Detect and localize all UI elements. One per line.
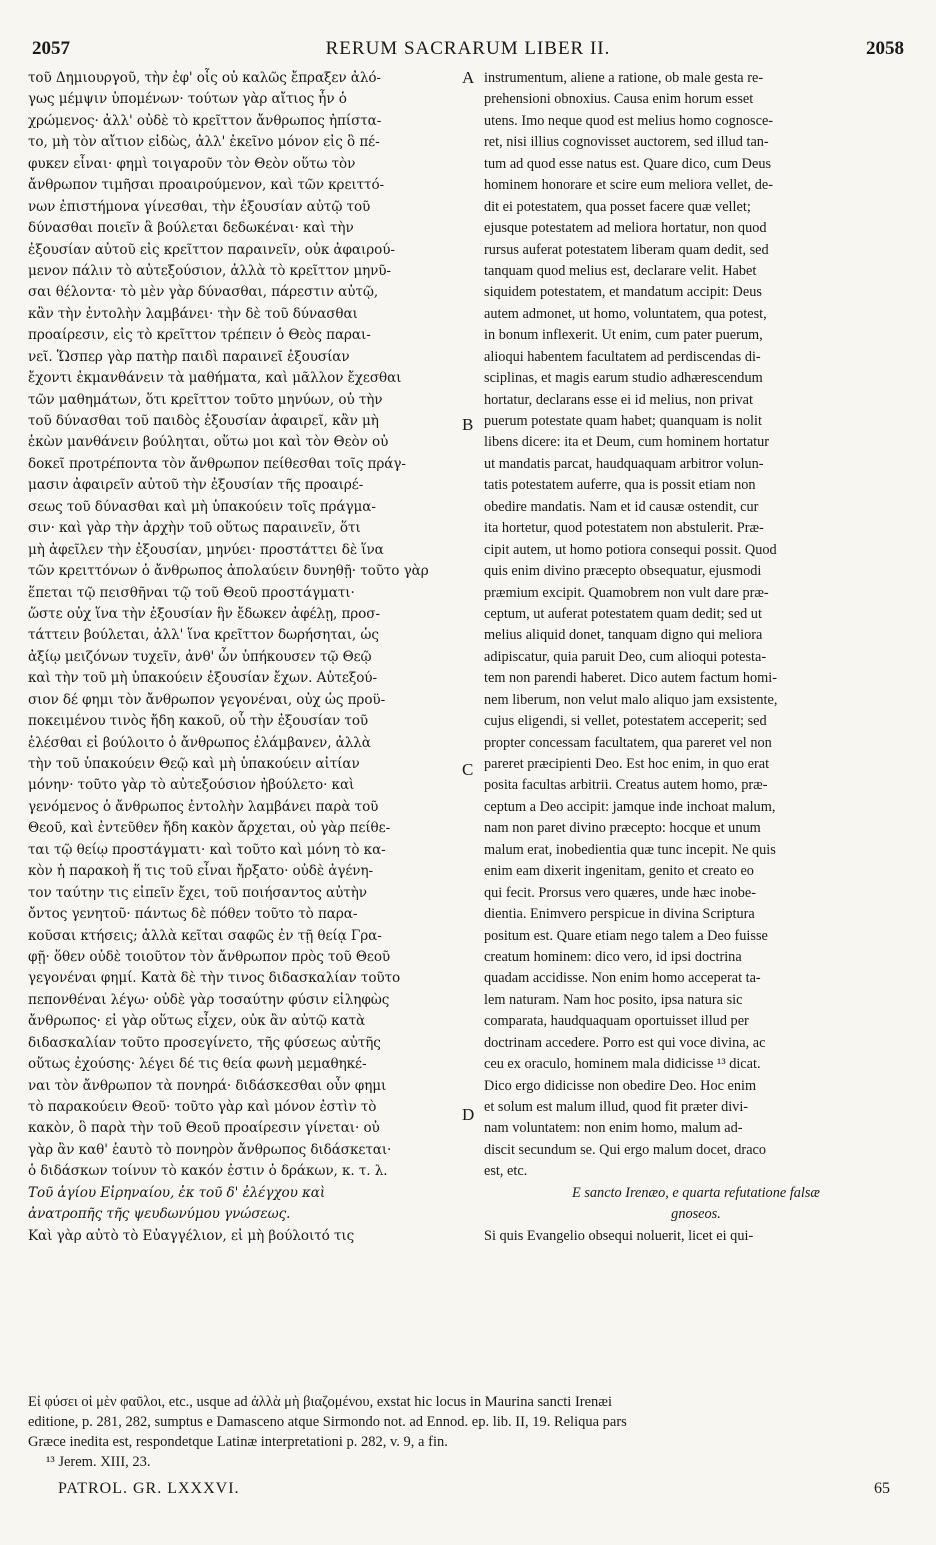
section-heading-line: E sancto Irenæo, e quarta refutatione falsæ bbox=[572, 1184, 820, 1201]
text-line: προαίρεσιν, εἰς τὸ κρεῖττον τρέπειν ὁ Θεὸς παραι- bbox=[28, 327, 371, 344]
column-number-right: 2058 bbox=[866, 38, 904, 59]
text-line: puerum potestate quam habet; quanquam is nolit bbox=[484, 413, 762, 429]
section-marker-c: C bbox=[462, 760, 474, 779]
text-line: ἀξίῳ μειζόνων τυχεῖν, ἀνθ' ὧν ὑπήκουσεν τῷ Θεῷ bbox=[28, 648, 372, 665]
text-line: ναι τὸν ἄνθρωπον τὰ πονηρά· διδάσκεσθαι οὖν φημι bbox=[28, 1077, 387, 1094]
text-line: ται τῷ θείῳ προστάγματι· καὶ τοῦτο καὶ μόνη τὸ κα- bbox=[28, 841, 386, 858]
text-line: pareret præcipienti Deo. Est hoc enim, in quo erat bbox=[484, 756, 770, 772]
text-line: autem admonet, ut homo, voluntatem, qua potest, bbox=[484, 305, 767, 322]
signature-mark: PATROL. GR. LXXXVI. bbox=[58, 1480, 240, 1497]
text-line: adipiscatur, quia paruit Deo, cum alioqui potesta- bbox=[484, 648, 767, 665]
greek-column bbox=[28, 68, 460, 1247]
latin-column bbox=[484, 68, 908, 1247]
text-line: qui fecit. Prorsus vero quæres, unde hæc inobe- bbox=[484, 884, 756, 901]
text-line: τοῦ δύνασθαι τοῦ παιδὸς ἐξουσίαν ἀφαιρεῖ, κἂν μὴ bbox=[28, 413, 379, 429]
text-line: alioqui habentem facultatem ad perdiscendas di- bbox=[484, 348, 761, 365]
text-line: τὴν τοῦ ὑπακούειν Θεῷ καὶ μὴ ὑπακούειν αἰτίαν bbox=[28, 756, 360, 772]
text-line: δοκεῖ προτρέποντα τὸν ἄνθρωπον πείθεσθαι τοῖς πράγ- bbox=[28, 455, 406, 472]
text-line: propter concessam facultatem, qua pareret vel non bbox=[484, 734, 772, 751]
text-line: γενόμενος ὁ ἄνθρωπος ἐντολὴν λαμβάνει παρὰ τοῦ bbox=[28, 798, 379, 815]
text-line: Καὶ γὰρ αὐτὸ τὸ Εὐαγγέλιον, εἰ μὴ βούλοιτό τις bbox=[28, 1227, 355, 1244]
text-line: σεως τοῦ δύνασθαι καὶ μὴ ὑπακούειν τοῖς πράγμα- bbox=[28, 498, 376, 515]
text-line: ἐξουσίαν αὐτοῦ εἰς κρεῖττον παραινεῖν, οὐκ ἀφαιρού- bbox=[28, 241, 395, 258]
footnote-line: Græce inedita est, respondetque Latinæ interpretationi p. 282, v. 9, a fin. bbox=[28, 1434, 448, 1450]
text-line: melius aliquid donet, tanquam digno qui meliora bbox=[484, 627, 763, 644]
text-line: ita hortetur, quod potestatem non abstulerit. Præ- bbox=[484, 520, 764, 537]
text-line: cujus eligendi, si vellet, potestatem acceperit; sed bbox=[484, 713, 767, 730]
footnote-line: Εἰ φύσει οἱ μὲν φαῦλοι, etc., usque ad ἀλλὰ μὴ βιαζομένου, exstat hic locus in Maurina sancti Irenæi bbox=[28, 1394, 613, 1410]
text-line: ὄντος γενητοῦ· πάντως δὲ πόθεν τοῦτο τὸ παρα- bbox=[28, 906, 358, 923]
text-line: σαι θέλοντα· τὸ μὲν γὰρ δύνασθαι, πάρεστιν αὐτῷ, bbox=[28, 284, 379, 301]
text-line: ποκειμένου τινὸς ἤδη κακοῦ, οὗ τὴν ἐξουσίαν τοῦ bbox=[28, 713, 369, 730]
text-line: obedire mandatis. Nam et id causæ ostendit, cur bbox=[484, 498, 759, 515]
text-line: ret, nisi illius cognovisset auctorem, sed illud tan- bbox=[484, 134, 769, 151]
text-line: hominem honorare et scire eum meliora vellet, de- bbox=[484, 177, 774, 194]
text-line: γεγονέναι φημί. Κατὰ δὲ τὴν τινος διδασκαλίαν τοῦτο bbox=[28, 970, 401, 987]
text-line: utens. Imo neque quod est melius homo cognosce- bbox=[484, 112, 774, 129]
text-line: σιον δέ φημι τὸν ἄνθρωπον γεγονέναι, οὐχ ὡς προϋ- bbox=[28, 691, 386, 708]
text-line: τάττειν βούλεται, ἀλλ' ἵνα κρεῖττον δωρήσηται, ὡς bbox=[28, 627, 379, 644]
column-number-left: 2057 bbox=[32, 38, 70, 59]
text-line: διδασκαλίαν τοῦτο προσεγίνετο, τῆς φύσεως αὐτῆς bbox=[28, 1034, 381, 1051]
text-line: ὥστε οὐχ ἵνα τὴν ἐξουσίαν ἣν ἔδωκεν ἀφέλῃ, προσ- bbox=[28, 605, 380, 622]
text-line: nam voluntatem: non enim homo, malum ad- bbox=[484, 1120, 743, 1137]
text-line: tum ad quod esse natus est. Quare dico, cum Deus bbox=[484, 155, 772, 172]
text-line: σιν· καὶ γὰρ τὴν ἀρχὴν τοῦ οὕτως παραινεῖν, ὅτι bbox=[28, 520, 361, 537]
text-line: γως μέμψιν ὑπομένων· τούτων γὰρ αἴτιος ἦν ὁ bbox=[28, 91, 347, 108]
text-line: φῇ· ὅθεν οὐδὲ τοιοῦτον τὸν ἄνθρωπον πρὸς τοῦ Θεοῦ bbox=[28, 948, 391, 965]
text-line: νεῖ. Ὥσπερ γὰρ πατὴρ παιδὶ παραινεῖ ἐξουσίαν bbox=[28, 348, 350, 365]
text-line: instrumentum, aliene a ratione, ob male gesta re- bbox=[484, 70, 764, 86]
section-heading-line: Τοῦ ἁγίου Εἰρηναίου, ἐκ τοῦ δ' ἐλέγχου καὶ bbox=[28, 1184, 326, 1201]
text-line: malum erat, inobedientia quæ tunc incepit. Ne quis bbox=[484, 841, 776, 858]
text-line: κοῦσαι κτήσεις; ἀλλὰ κεῖται σαφῶς ἐν τῇ θείᾳ Γρα- bbox=[28, 927, 382, 944]
text-line: ἑκὼν μανθάνειν βούληται, οὕτω μοι καὶ τὸν Θεὸν οὐ bbox=[28, 434, 389, 451]
text-line: rursus auferat potestatem liberam quam dedit, sed bbox=[484, 241, 769, 258]
text-line: κὸν ἡ παρακοὴ ἥ τις τοῦ εἶναι ἤρξατο· οὐδὲ ἀγένη- bbox=[28, 863, 374, 880]
text-line: cipit autem, ut homo potiora consequi possit. Quod bbox=[484, 541, 777, 558]
text-line: ἔχοντι ἐκμανθάνειν τὰ μαθήματα, καὶ μᾶλλον ἔχεσθαι bbox=[28, 370, 402, 387]
text-line: τοῦ Δημιουργοῦ, τὴν ἐφ' οἷς οὐ καλῶς ἔπραξεν ἀλό- bbox=[28, 70, 381, 86]
text-line: οὕτως ἐχούσης· λέγει δέ τις θεία φωνὴ μεμαθηκέ- bbox=[28, 1056, 367, 1073]
text-line: ceptum, ut auferat potestatem quam dedit; sed ut bbox=[484, 605, 762, 622]
text-line: ἑλέσθαι εἰ βούλοιτο ὁ ἄνθρωπος ἐλάμβανεν, ἀλλὰ bbox=[28, 734, 371, 751]
section-heading-line: ἀνατροπῆς τῆς ψευδωνύμου γνώσεως. bbox=[28, 1206, 291, 1223]
text-line: ut mandatis parcat, haudquaquam arbitror volun- bbox=[484, 455, 764, 472]
text-line: dit ei potestatem, qua posset facere quæ vellet; bbox=[484, 198, 751, 215]
text-line: μόνην· τοῦτο γὰρ τὸ αὐτεξούσιον ἠβούλετο· καὶ bbox=[28, 777, 355, 794]
section-marker-d: D bbox=[462, 1105, 475, 1124]
text-line: discit secundum se. Qui ergo malum docet, draco bbox=[484, 1141, 767, 1158]
text-line: ceu ex oraculo, hominem mala didicisse ¹³ dicat. bbox=[484, 1056, 761, 1073]
text-line: πεπονθέναι λέγω· οὐδὲ γὰρ τοσαύτην φύσιν εἰληφὼς bbox=[28, 991, 390, 1008]
text-line: Dico ergo didicisse non obedire Deo. Hoc enim bbox=[484, 1077, 757, 1094]
running-header bbox=[32, 38, 904, 68]
text-line: tem non parendi haberet. Dico autem factum homi- bbox=[484, 670, 777, 687]
section-heading-line: gnoseos. bbox=[671, 1206, 721, 1223]
text-line: χρώμενος· ἀλλ' οὐδὲ τὸ κρεῖττον ἄνθρωπος ἠπίστα- bbox=[28, 112, 382, 129]
text-line: τὸ παρακούειν Θεοῦ· τοῦτο γὰρ καὶ μόνον ἐστὶν τὸ bbox=[28, 1099, 377, 1115]
section-marker-a: A bbox=[462, 68, 475, 87]
text-line: in bonum inflexerit. Ut enim, cum pater puerum, bbox=[484, 327, 763, 344]
text-line: μὴ ἀφεῖλεν τὴν ἐξουσίαν, μηνύει· προστάττει δὲ ἵνα bbox=[28, 541, 384, 558]
footnote-line: editione, p. 281, 282, sumptus e Damasceno atque Sirmondo not. ad Ennod. ep. lib. II, 19. Reliqua pars bbox=[28, 1414, 627, 1430]
text-line: Θεοῦ, καὶ ἐντεῦθεν ἤδη κακὸν ἄρχεται, οὐ γὰρ πείθε- bbox=[28, 820, 391, 837]
text-line: tatis potestatem auferre, qua is possit etiam non bbox=[484, 477, 756, 494]
text-line: siquidem potestatem, et mandatum accipit: Deus bbox=[484, 284, 762, 301]
text-line: το, μὴ τὸν αἴτιον εἰδὼς, ἀλλ' ἐκεῖνο μόνον εἰς ὃ πέ- bbox=[28, 134, 380, 151]
text-line: doctrinam accedere. Porro est qui voce divina, ac bbox=[484, 1034, 766, 1051]
text-line: κακὸν, ὃ παρὰ τὴν τοῦ Θεοῦ προαίρεσιν γίνεται· οὐ bbox=[28, 1120, 380, 1137]
text-line: nem liberum, non velut malo aliquo jam exsistente, bbox=[484, 691, 778, 708]
text-line: positum est. Quare etiam nego talem a Deo fuisse bbox=[484, 927, 768, 944]
text-line: καὶ τὴν τοῦ μὴ ὑπακούειν ἐξουσίαν ἔχων. Αὐτεξού- bbox=[28, 670, 377, 687]
section-marker-b: B bbox=[462, 415, 474, 434]
text-line: prehensioni obnoxius. Causa enim horum esset bbox=[484, 91, 754, 108]
text-line: nam non paret divino præcepto: hocque et unum bbox=[484, 820, 761, 837]
text-line: hortatur, declarans esse ei id melius, non privat bbox=[484, 391, 754, 408]
text-line: enim eam dixerit ingenitam, genito et creato eo bbox=[484, 863, 754, 880]
text-line: μασιν ἀφαιρεῖν αὐτοῦ τὴν ἐξουσίαν τῆς προαιρέ- bbox=[28, 477, 364, 494]
text-line: ejusque potestatem ad meliora hortatur, non quod bbox=[484, 220, 767, 237]
text-line: μενον πάλιν τὸ αὐτεξούσιον, ἀλλὰ τὸ κρεῖττον μηνῦ- bbox=[28, 262, 391, 279]
text-line: ἄνθρωπος· εἰ γὰρ οὕτως εἶχεν, οὐκ ἂν αὐτῷ κατὰ bbox=[28, 1013, 366, 1030]
text-line: lem naturam. Nam hoc posito, ipsa natura sic bbox=[484, 991, 743, 1008]
text-line: ἄνθρωπον τιμῆσαι προαιρούμενον, καὶ τῶν κρειττό- bbox=[28, 177, 385, 194]
text-line: νων ἐπιστήμονα γίνεσθαι, τὴν ἐξουσίαν αὐτῷ τοῦ bbox=[28, 198, 371, 215]
text-line: comparata, haudquaquam oportuisset illud per bbox=[484, 1013, 749, 1030]
text-line: τῶν κρειττόνων ὁ ἄνθρωπος ἀπολαύειν δυνηθῇ· τοῦτο γὰρ bbox=[28, 563, 429, 580]
text-line: est, etc. bbox=[484, 1163, 528, 1180]
page-footer bbox=[28, 1480, 908, 1506]
text-line: φυκεν εἶναι· φημὶ τοιγαροῦν τὸν Θεὸν οὕτω τὸν bbox=[28, 155, 356, 172]
text-line: γὰρ ἂν καθ' ἑαυτὸ τὸ πονηρὸν ἄνθρωπος διδάσκεται· bbox=[28, 1141, 392, 1158]
text-line: quadam accidisse. Non enim homo acceperat ta- bbox=[484, 970, 761, 987]
text-line: τῶν μαθημάτων, ὅτι κρεῖττον τοῦτο μηνύων, οὐ τὴν bbox=[28, 391, 383, 408]
text-line: ἕπεται τῷ πεισθῆναι τῷ τοῦ Θεοῦ προστάγματι· bbox=[28, 584, 355, 601]
text-line: δύνασθαι ποιεῖν ἃ βούλεται δεδωκέναι· καὶ τὴν bbox=[28, 220, 354, 237]
text-line: Si quis Evangelio obsequi noluerit, licet ei qui- bbox=[484, 1227, 754, 1244]
text-line: tanquam quod melius est, declarare velit. Habet bbox=[484, 262, 757, 279]
footnotes bbox=[28, 1392, 908, 1472]
text-line: dientia. Enimvero perspicue in divina Scriptura bbox=[484, 906, 755, 923]
text-line: ceptum a Deo accipit: jamque inde inchoat malum, bbox=[484, 798, 776, 815]
text-line: libens dicere: ita et Deum, cum hominem hortatur bbox=[484, 434, 770, 451]
text-line: τον ταύτην τις εἰπεῖν ἔχει, τοῦ ποιήσαντος αὐτὴν bbox=[28, 884, 367, 901]
text-line: posita facultas arbitrii. Creatus autem homo, præ- bbox=[484, 777, 768, 794]
text-line: ὁ διδάσκων τοίνυν τὸ κακόν ἐστιν ὁ δράκων, κ. τ. λ. bbox=[28, 1163, 388, 1180]
footnote-reference: ¹³ Jerem. XIII, 23. bbox=[46, 1454, 151, 1470]
running-title: RERUM SACRARUM LIBER II. bbox=[325, 38, 611, 59]
text-line: quis enim divino præcepto obsequatur, ejusmodi bbox=[484, 563, 762, 580]
text-line: præmium excipit. Quamobrem non vult dare præ- bbox=[484, 584, 769, 601]
text-line: sciplinas, et magis earum studio adhærescendum bbox=[484, 370, 763, 387]
text-line: et solum est malum illud, quod fit præter divi- bbox=[484, 1099, 749, 1115]
text-line: creatum hominem: dico vero, id ipsi doctrina bbox=[484, 948, 742, 965]
text-line: κἂν τὴν ἐντολὴν λαμβάνει· τὴν δὲ τοῦ δύνασθαι bbox=[28, 305, 358, 322]
sheet-number: 65 bbox=[874, 1480, 890, 1497]
